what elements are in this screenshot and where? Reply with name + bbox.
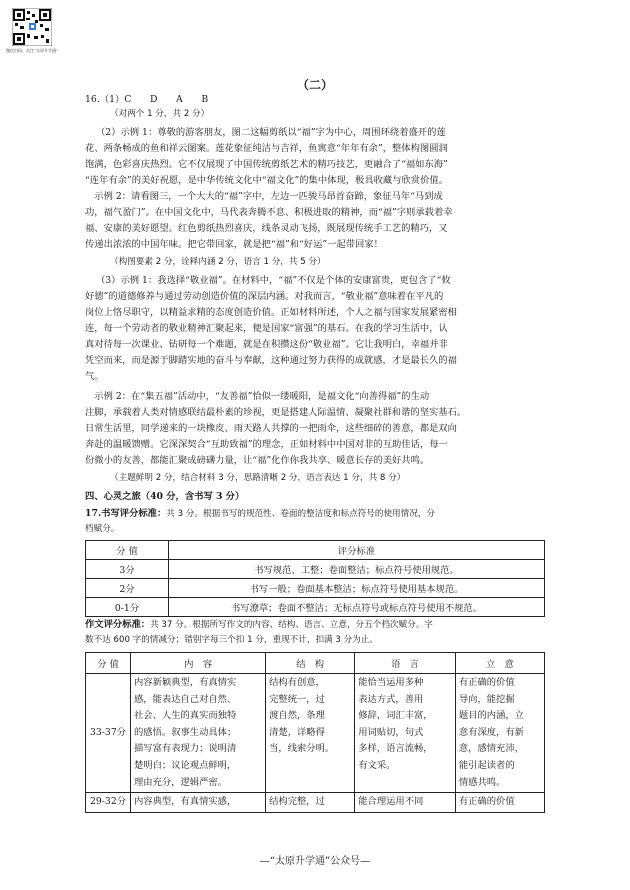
cell-line: 题目的内涵，立	[458, 710, 524, 722]
cell-line: 内容典型，有真情实感，	[134, 796, 237, 808]
essay-score-table	[85, 652, 545, 813]
q17-label: 17.书写评分标准：	[85, 508, 167, 519]
cell-line: 内容新颖典型，有真情实	[134, 677, 237, 688]
qr-caption: 微信扫码，关注“太原升学通”	[5, 48, 59, 53]
q16-p3b-line: 日常生活里，同学递来的一块橡皮、雨天路人共撑的一把雨伞，这些细碎的善意，都是双向	[85, 423, 457, 434]
cell-line: 多样，语言流畅，	[358, 743, 433, 755]
table-row	[86, 560, 545, 579]
cell-line: 理由充分，逻辑严密。	[134, 776, 227, 788]
language-cell	[355, 674, 456, 793]
cell-line: 结构有创意，	[269, 677, 325, 688]
q16-p2-line: 饱满，色彩喜庆热烈。它不仅展现了中国传统剪纸艺术的精巧技艺，更融合了“福如东海”	[85, 159, 448, 170]
table-header: 评分标准	[169, 541, 545, 560]
q16-p3a-line: 连，每一个劳动者的敬业精神汇聚起来，便是国家“富强”的基石。在我的学习生活中，认	[85, 323, 448, 334]
q16-p3a-line: 气。	[85, 371, 104, 382]
page-footer: —“太原升学通”公众号—	[259, 856, 371, 867]
q16-p3b-line: 奔赴的温暖馈赠。它深深契合“互助致福”的理念，正如材料中中国对非的互助佳话，每一	[85, 439, 448, 450]
cell-line: 意，感情充沛，	[458, 743, 524, 755]
q17-text-cont: 档赋分。	[85, 524, 120, 534]
cell-line: 能合理运用不同	[358, 796, 424, 808]
essay-text: 共 37 分。根据所写作文的内容、结构、语言、立意，分五个档次赋分。字	[150, 620, 433, 630]
q16-p3a-line: 凭空而来，而是源于脚踏实地的奋斗与奉献，这种通过努力获得的成就感，才是最长久的福	[85, 355, 457, 366]
essay-label: 作文评分标准：	[85, 619, 151, 630]
essay-intro	[85, 618, 545, 632]
content-cell	[131, 674, 266, 793]
cell-line: 表达方式，善用	[358, 693, 424, 705]
essay-text-cont: 数不达 600 字的情减分；错别字每三个扣 1 分，重现不计，扣满 3 分为止。	[85, 635, 378, 645]
cell-line: 能恰当运用多种	[358, 677, 424, 688]
cell-line: 结构完整，过	[269, 796, 325, 808]
table-cell: 书写一般；卷面基本整洁；标点符号使用基本规范。	[169, 579, 545, 598]
table-header: 内 容	[131, 653, 266, 674]
structure-cell	[266, 793, 355, 813]
q16-p3a-line: 好德”的道德修养与通过劳动创造价值的深层内涵。对我而言，“敬业福”意味着在平凡的	[85, 291, 444, 302]
cell-line: 的感悟。叙事生动具体；	[134, 726, 237, 738]
table-cell: 2分	[86, 579, 169, 598]
q16-p3b-line: 份微小的友善，都能汇聚成磅礴力量，让“福”化作你我共享、暖意长存的美好共鸣。	[85, 455, 430, 466]
q16-p2-line: 示例 2：请看图三，一个大大的“福”字中，左边一匹骏马昂首奋蹄，象征马年“马到成	[85, 191, 443, 202]
cell-line: 用词贴切，句式	[358, 726, 424, 738]
table-row	[86, 579, 545, 598]
q16-p2-line: 传递出浓浓的中国年味。把它带回家，就是把“福”和“好运”一起带回家！	[85, 239, 383, 250]
q16-p3-scoring: （主题鲜明 2 分，结合材料 3 分，思路清晰 2 分，语言表达 1 分，共 8 分）	[110, 473, 406, 483]
cell-line: 有正确的价值	[458, 677, 515, 688]
table-header: 语 言	[355, 653, 456, 674]
q16-p2-line: 功，福气盈门”。在中国文化中，马代表奔腾不息、积极进取的精神，而“福”字则承载着幸	[85, 207, 453, 218]
table-header: 结 构	[266, 653, 355, 674]
q16-p3b-line: 示例 2：在“集五福”活动中，“友善福”恰似一缕暖阳，是福文化“向善得福”的生动	[85, 391, 430, 402]
cell-line: 社会、人生的真实而独特	[134, 710, 237, 722]
intent-cell	[455, 674, 544, 793]
table-cell: 0-1分	[86, 598, 169, 617]
cell-line: 修辞，词汇丰富，	[358, 710, 433, 722]
table-header: 立 意	[455, 653, 544, 674]
q16-scoring: （对两个 1 分，共 2 分）	[110, 109, 210, 119]
section-heading: （二）	[296, 78, 333, 92]
q16-p3b-line: 注脚，承载着人类对情感联结最朴素的珍视，更是搭建人际温情、凝聚社群和谐的坚实基石。	[85, 407, 467, 418]
intent-cell	[455, 793, 544, 813]
cell-line: 当，线索分明。	[269, 743, 335, 755]
content-cell	[131, 793, 266, 813]
q16-p2-line: 花、两条畅成的鱼和祥云图案。莲花象征纯洁与吉祥，鱼寓意“年年有余”，整体构图圆润	[85, 143, 448, 154]
table-row	[86, 598, 545, 617]
cell-line: 渡自然，条理	[269, 710, 325, 722]
cell-line: 导向，能挖掘	[458, 693, 515, 705]
cell-line: 完整统一，过	[269, 693, 325, 705]
table-cell: 书写规范、工整；卷面整洁；标点符号使用规范。	[169, 560, 545, 579]
q16-p2-line: “连年有余”的美好祝愿，是中华传统文化中“福文化”的集中体现，极具收藏与欣赏价值。	[85, 175, 448, 186]
q16-p2-scoring: （构图要素 2 分，诠释内涵 2 分，语言 1 分，共 5 分）	[110, 257, 326, 267]
cell-line: 描写富有表现力；说明清	[134, 743, 237, 755]
q16-p3a-line: 真对待每一次课业、钻研每一个难题，就是在积攒这份“敬业福”。它让我明白，幸福并非	[85, 339, 448, 350]
score-cell: 29-32分	[86, 793, 131, 813]
q16-p2-line: 福、安康的美好愿望。红色剪纸热烈喜庆，线条灵动飞扬，既展现传统手工艺的精巧，又	[85, 223, 448, 234]
cell-line: 有文采。	[358, 759, 396, 771]
q17-intro	[85, 507, 545, 521]
table-header: 分 值	[86, 653, 131, 674]
table-cell: 书写潦草；卷面不整洁；无标点符号或标点符号使用不规范。	[169, 598, 545, 617]
cell-line: 清楚，详略得	[269, 726, 325, 738]
table-row	[86, 674, 545, 793]
score-cell: 33-37分	[86, 674, 131, 793]
writing-score-table	[85, 540, 545, 617]
cell-line: 能引起读者的	[458, 759, 515, 771]
table-row	[86, 793, 545, 813]
cell-line: 感，能表达自己对自然、	[134, 693, 237, 705]
cell-line: 意有深度，有新	[458, 726, 524, 738]
cell-line: 有正确的价值	[458, 796, 515, 808]
table-header: 分 值	[86, 541, 169, 560]
cell-line: 楚明白；议论观点鲜明，	[134, 759, 237, 771]
section4-title: 四、心灵之旅（40 分，含书写 3 分）	[85, 491, 245, 502]
table-cell: 3分	[86, 560, 169, 579]
q16-answer-line: 16.（1）C D A B	[85, 94, 209, 105]
cell-line: 情感共鸣。	[458, 776, 506, 788]
q16-p3a-line: 岗位上恪尽职守，以精益求精的态度创造价值。正如材料所述，个人之福与国家发展紧密相	[85, 307, 457, 318]
qr-code-icon	[12, 8, 52, 46]
structure-cell	[266, 674, 355, 793]
language-cell	[355, 793, 456, 813]
q16-p3a-line: （3）示例 1：我选择“敬业福”。在材料中，“福”不仅是个体的安康富贵，更包含了“攸	[96, 275, 451, 286]
q16-p2-line: （2）示例 1：尊敬的游客朋友，图二这幅剪纸以“福”字为中心，周围环绕着盛开的莲	[96, 127, 446, 138]
q17-text: 共 3 分。根据书写的规范性、卷面的整洁度和标点符号的使用情况，分	[166, 509, 436, 519]
